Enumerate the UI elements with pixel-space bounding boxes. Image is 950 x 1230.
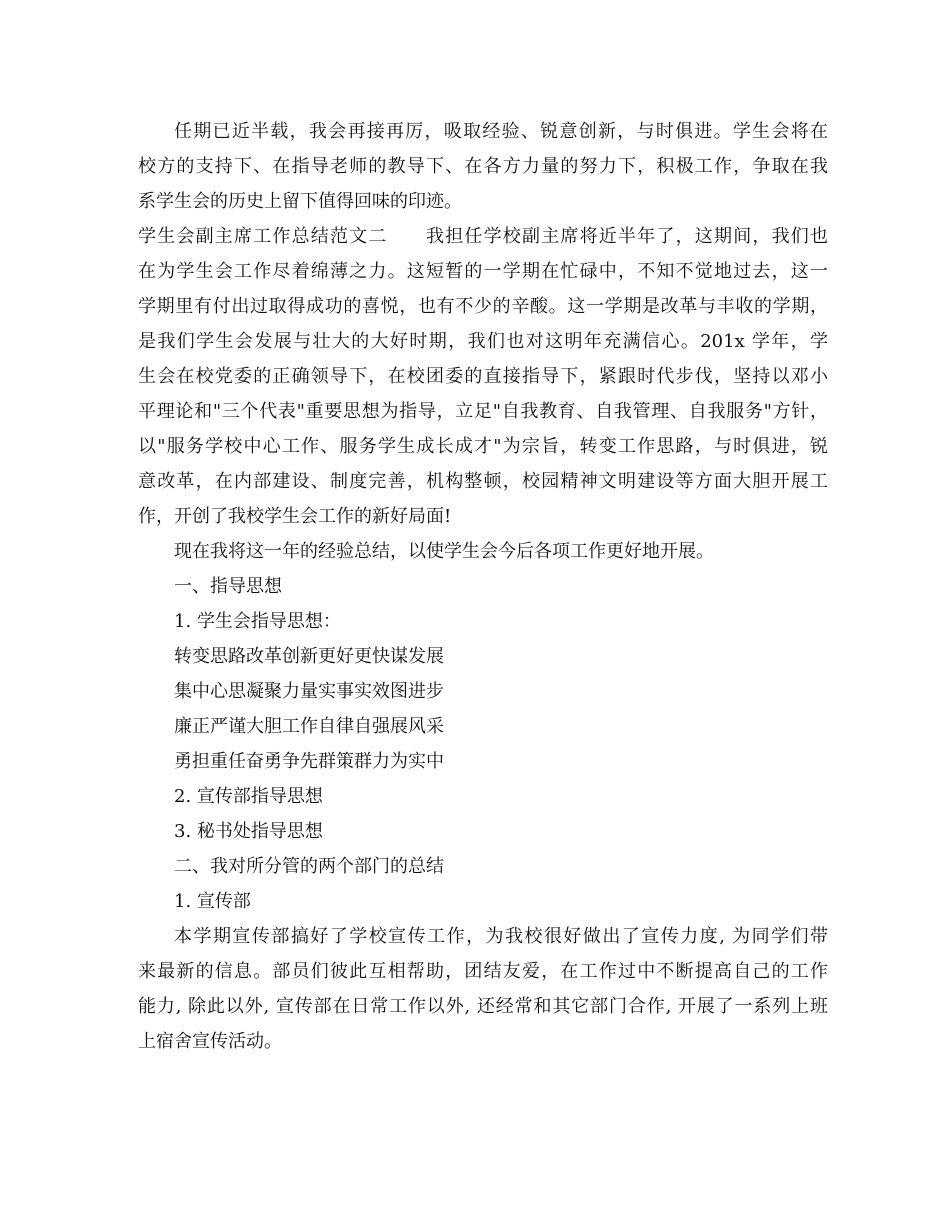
paragraph-line: 上宿舍宣传活动。 bbox=[138, 1031, 282, 1052]
slogan-line: 集中心思凝聚力量实事实效图进步 bbox=[174, 681, 444, 702]
paragraph-line: 学期里有付出过取得成功的喜悦，也有不少的辛酸。这一学期是改革与丰收的学期， bbox=[138, 296, 828, 317]
paragraph-line: 校方的支持下、在指导老师的教导下、在各方力量的努力下，积极工作，争取在我 bbox=[138, 156, 828, 177]
heading-line: 一、指导思想 bbox=[174, 576, 282, 597]
slogan-line: 勇担重任奋勇争先群策群力为实中 bbox=[174, 751, 444, 772]
paragraph-line: 系学生会的历史上留下值得回味的印迹。 bbox=[138, 191, 462, 212]
paragraph-line: 是我们学生会发展与壮大的大好时期，我们也对这明年充满信心。201x 学年，学 bbox=[138, 331, 828, 352]
paragraph-line: 能力, 除此以外, 宣传部在日常工作以外, 还经常和其它部门合作, 开展了一系列上班 bbox=[138, 996, 828, 1017]
subheading-line: 1. 学生会指导思想： bbox=[174, 611, 341, 632]
paragraph-line: 作，开创了我校学生会工作的新好局面! bbox=[138, 506, 452, 527]
subheading-line: 3. 秘书处指导思想 bbox=[174, 821, 323, 842]
subheading-line: 1. 宣传部 bbox=[174, 891, 251, 912]
paragraph-line: 任期已近半载，我会再接再厉，吸取经验、锐意创新，与时俱进。学生会将在 bbox=[174, 121, 828, 142]
paragraph-line: 以"服务学校中心工作、服务学生成长成才"为宗旨，转变工作思路，与时俱进，锐 bbox=[138, 436, 828, 457]
paragraph-line: 本学期宣传部搞好了学校宣传工作，为我校很好做出了宣传力度, 为同学们带 bbox=[174, 926, 828, 947]
heading-line: 二、我对所分管的两个部门的总结 bbox=[174, 856, 444, 877]
paragraph-line: 意改革，在内部建设、制度完善，机构整顿，校园精神文明建设等方面大胆开展工 bbox=[138, 471, 828, 492]
paragraph-line: 来最新的信息。部员们彼此互相帮助，团结友爱，在工作过中不断提高自己的工作 bbox=[138, 961, 828, 982]
section-title-line: 学生会副主席工作总结范文二 我担任学校副主席将近半年了，这期间，我们也 bbox=[138, 226, 828, 247]
paragraph-line: 平理论和"三个代表"重要思想为指导，立足"自我教育、自我管理、自我服务"方针， bbox=[138, 401, 828, 422]
subheading-line: 2. 宣传部指导思想 bbox=[174, 786, 323, 807]
slogan-line: 廉正严谨大胆工作自律自强展风采 bbox=[174, 716, 444, 737]
slogan-line: 转变思路改革创新更好更快谋发展 bbox=[174, 646, 444, 667]
paragraph-line: 在为学生会工作尽着绵薄之力。这短暂的一学期在忙碌中，不知不觉地过去，这一 bbox=[138, 261, 828, 282]
paragraph-line: 生会在校党委的正确领导下，在校团委的直接指导下，紧跟时代步伐，坚持以邓小 bbox=[138, 366, 828, 387]
paragraph-line: 现在我将这一年的经验总结，以使学生会今后各项工作更好地开展。 bbox=[174, 541, 714, 562]
